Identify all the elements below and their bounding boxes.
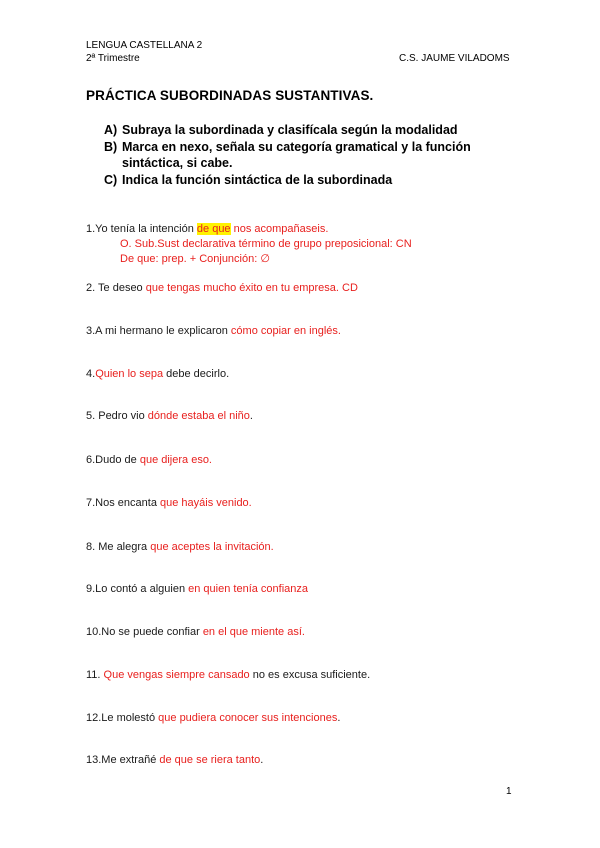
sentence-text: no es excusa suficiente.: [249, 669, 371, 681]
subordinate-clause: en el que miente así.: [202, 626, 305, 638]
page-number: 1: [506, 786, 512, 797]
sentence-text: .: [249, 410, 253, 422]
exercise-item: [86, 496, 252, 510]
subordinate-clause: que aceptes la invitación.: [150, 541, 274, 553]
subordinate-clause: que dijera eso.: [139, 454, 212, 466]
exercise-item: [86, 222, 328, 236]
sentence-text: .: [337, 712, 341, 724]
subordinate-clause: en quien tenía confianza: [188, 583, 309, 595]
sentence-text: 10.No se puede confiar: [86, 626, 203, 638]
exercise-item: [86, 453, 212, 467]
instruction-c: [104, 172, 504, 188]
nexus-highlight: de que: [196, 223, 231, 235]
exercise-item: [86, 753, 263, 767]
sentence-text: 3.A mi hermano le explicaron: [86, 325, 231, 337]
exercise-item: [86, 711, 340, 725]
answer-note: De que: prep. + Conjunción: ∅: [120, 253, 270, 265]
instruction-text: Subraya la subordinada y clasifícala según la modalidad: [122, 123, 458, 137]
subordinate-clause: nos acompañaseis.: [230, 223, 329, 235]
sentence-text: 4.: [86, 368, 96, 380]
sentence-text: 11.: [86, 669, 104, 681]
sentence-text: debe decirlo.: [163, 368, 230, 380]
exercise-item: [86, 668, 370, 682]
instruction-a: [104, 122, 504, 138]
instruction-text: Indica la función sintáctica de la subordinada: [122, 173, 393, 187]
header-school: C.S. JAUME VILADOMS: [399, 53, 510, 64]
sentence-text: 1.Yo tenía la intención: [86, 223, 197, 235]
exercise-item: [86, 540, 274, 554]
subordinate-clause: de que se riera tanto: [159, 754, 261, 766]
instruction-text: Marca en nexo, señala su categoría gramatical y la función: [122, 140, 471, 154]
exercise-item: [86, 409, 253, 423]
subordinate-clause: cómo copiar en inglés.: [230, 325, 341, 337]
header-term: 2ª Trimestre: [86, 53, 140, 64]
subordinate-clause: Quien lo sepa: [95, 368, 164, 380]
exercise-item: [86, 625, 305, 639]
exercise-item: [86, 367, 229, 381]
instruction-letter: A): [104, 123, 118, 137]
subordinate-clause: que pudiera conocer sus intenciones: [158, 712, 338, 724]
exercise-item: [86, 324, 341, 338]
page-title: PRÁCTICA SUBORDINADAS SUSTANTIVAS.: [86, 88, 374, 103]
sentence-text: 7.Nos encanta: [86, 497, 160, 509]
instruction-letter: C): [104, 173, 118, 187]
sentence-text: 5. Pedro vio: [86, 410, 148, 422]
sentence-text: 12.Le molestó: [86, 712, 159, 724]
sentence-text: 6.Dudo de: [86, 454, 140, 466]
instruction-letter: B): [104, 140, 118, 154]
subordinate-clause: que hayáis venido.: [160, 497, 252, 509]
subordinate-clause: dónde estaba el niño: [147, 410, 250, 422]
instruction-continuation: sintáctica, si cabe.: [122, 156, 233, 170]
subordinate-clause: que tengas mucho éxito en tu empresa. CD: [145, 282, 358, 294]
exercise-item: [86, 281, 358, 295]
answer-note: O. Sub.Sust declarativa término de grupo preposicional: CN: [120, 238, 412, 250]
sentence-text: 9.Lo contó a alguien: [86, 583, 189, 595]
instruction-b: [104, 139, 504, 171]
sentence-text: .: [260, 754, 264, 766]
sentence-text: 13.Me extrañé: [86, 754, 160, 766]
header-subject: LENGUA CASTELLANA 2: [86, 40, 203, 51]
subordinate-clause: Que vengas siempre cansado: [103, 669, 250, 681]
sentence-text: 8. Me alegra: [86, 541, 151, 553]
sentence-text: 2. Te deseo: [86, 282, 146, 294]
exercise-item: [86, 582, 308, 596]
